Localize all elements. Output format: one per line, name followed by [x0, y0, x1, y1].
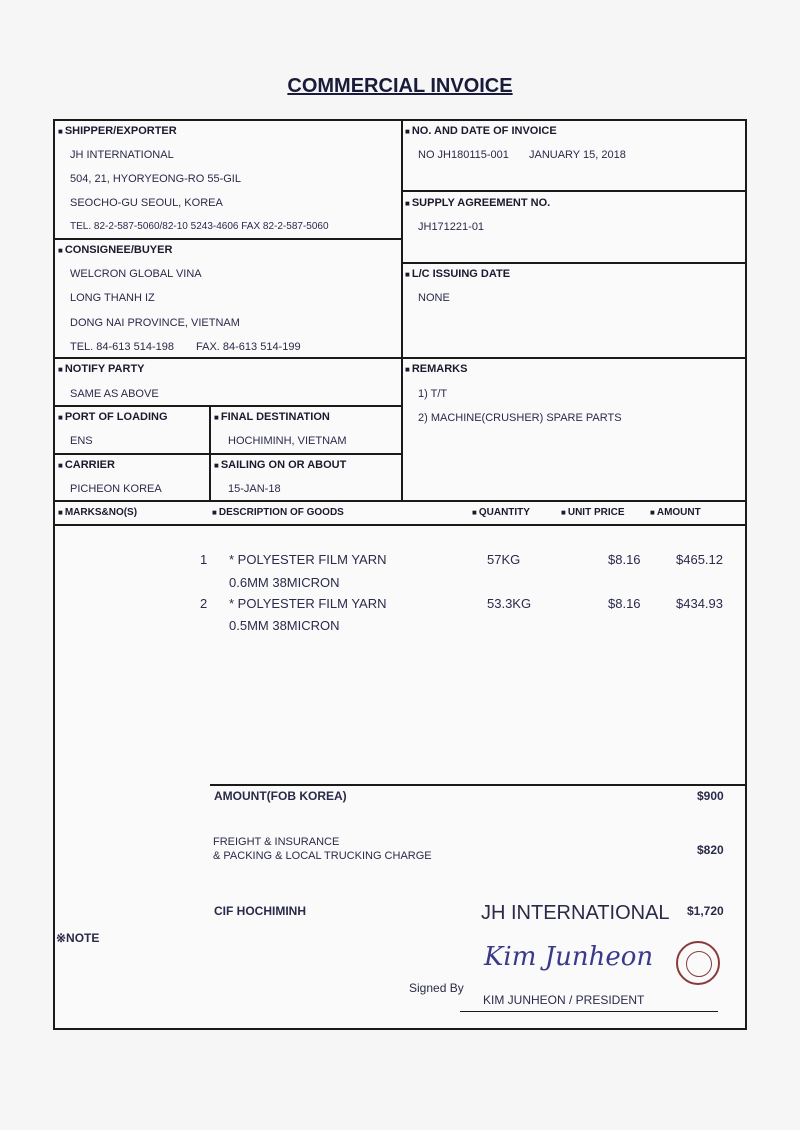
shipper-line: JH INTERNATIONAL: [70, 149, 174, 161]
remarks-line: 2) MACHINE(CRUSHER) SPARE PARTS: [418, 412, 622, 424]
fob-label: AMOUNT(FOB KOREA): [214, 789, 347, 803]
signer-name: KIM JUNHEON / PRESIDENT: [483, 993, 645, 1007]
signature-line: [460, 1011, 718, 1012]
remarks-line: 1) T/T: [418, 388, 448, 400]
item-description: * POLYESTER FILM YARN: [229, 552, 387, 567]
divider: [401, 120, 403, 500]
supply-label: ■ SUPPLY AGREEMENT NO.: [405, 196, 550, 211]
cif-value: $1,720: [687, 904, 724, 918]
divider: [54, 405, 402, 407]
item-no: 1: [200, 552, 208, 567]
shipper-line: 504, 21, HYORYEONG-RO 55-GIL: [70, 173, 241, 185]
divider: [54, 357, 746, 359]
company-sign: JH INTERNATIONAL: [481, 902, 670, 924]
lc-label: ■ L/C ISSUING DATE: [405, 267, 510, 282]
item-quantity: 53.3KG: [487, 596, 532, 611]
freight-line: & PACKING & LOCAL TRUCKING CHARGE: [213, 850, 432, 862]
item-amount: $465.12: [676, 552, 723, 567]
consignee-tel: TEL. 84-613 514-198: [70, 341, 174, 353]
shipper-line: SEOCHO-GU SEOUL, KOREA: [70, 197, 223, 209]
page-title: COMMERCIAL INVOICE: [287, 75, 513, 97]
consignee-line: WELCRON GLOBAL VINA: [70, 268, 202, 280]
shipper-label: ■ SHIPPER/EXPORTER: [58, 124, 177, 139]
lc-value: NONE: [418, 292, 450, 304]
freight-line: FREIGHT & INSURANCE: [213, 836, 340, 848]
col-marks: ■ MARKS&NO(S): [58, 506, 137, 520]
note-label: ※NOTE: [56, 931, 100, 945]
supply-value: JH171221-01: [418, 221, 485, 233]
consignee-label: ■ CONSIGNEE/BUYER: [58, 243, 172, 258]
cif-label: CIF HOCHIMINH: [214, 904, 306, 918]
notify-value: SAME AS ABOVE: [70, 388, 159, 400]
signed-by-label: Signed By: [409, 981, 464, 995]
sailing-value: 15-JAN-18: [228, 483, 281, 495]
remarks-label: ■ REMARKS: [405, 362, 467, 377]
divider: [210, 784, 746, 786]
divider: [54, 238, 402, 240]
item-unit-price: $8.16: [608, 596, 641, 611]
col-quantity: ■ QUANTITY: [472, 506, 530, 520]
consignee-fax: FAX. 84-613 514-199: [196, 341, 301, 353]
item-quantity: 57KG: [487, 552, 521, 567]
freight-value: $820: [697, 843, 724, 857]
consignee-line: DONG NAI PROVINCE, VIETNAM: [70, 317, 240, 329]
item-spec: 0.5MM 38MICRON: [229, 618, 340, 633]
invoice-date: JANUARY 15, 2018: [529, 149, 626, 161]
item-spec: 0.6MM 38MICRON: [229, 575, 340, 590]
col-unit-price: ■ UNIT PRICE: [561, 506, 625, 520]
item-description: * POLYESTER FILM YARN: [229, 596, 387, 611]
invoice-no-label: ■ NO. AND DATE OF INVOICE: [405, 124, 557, 139]
divider: [54, 500, 746, 502]
carrier-value: PICHEON KOREA: [70, 483, 162, 495]
invoice-number: NO JH180115-001: [418, 149, 509, 161]
divider: [54, 453, 402, 455]
item-no: 2: [200, 596, 208, 611]
sailing-label: ■ SAILING ON OR ABOUT: [214, 458, 346, 473]
port-value: ENS: [70, 435, 93, 447]
port-label: ■ PORT OF LOADING: [58, 410, 168, 425]
carrier-label: ■ CARRIER: [58, 458, 115, 473]
notify-label: ■ NOTIFY PARTY: [58, 362, 145, 377]
divider: [401, 190, 746, 192]
signature: Kim Junheon: [484, 942, 654, 972]
item-unit-price: $8.16: [608, 552, 641, 567]
divider: [401, 262, 746, 264]
fob-value: $900: [697, 789, 724, 803]
col-description: ■ DESCRIPTION OF GOODS: [212, 506, 344, 520]
col-amount: ■ AMOUNT: [650, 506, 701, 520]
item-amount: $434.93: [676, 596, 723, 611]
consignee-line: LONG THANH IZ: [70, 292, 155, 304]
destination-value: HOCHIMINH, VIETNAM: [228, 435, 347, 447]
divider: [54, 524, 746, 526]
company-seal: [676, 941, 720, 985]
destination-label: ■ FINAL DESTINATION: [214, 410, 330, 425]
shipper-line: TEL. 82-2-587-5060/82-10 5243-4606 FAX 82-2-587-5060: [70, 221, 329, 232]
